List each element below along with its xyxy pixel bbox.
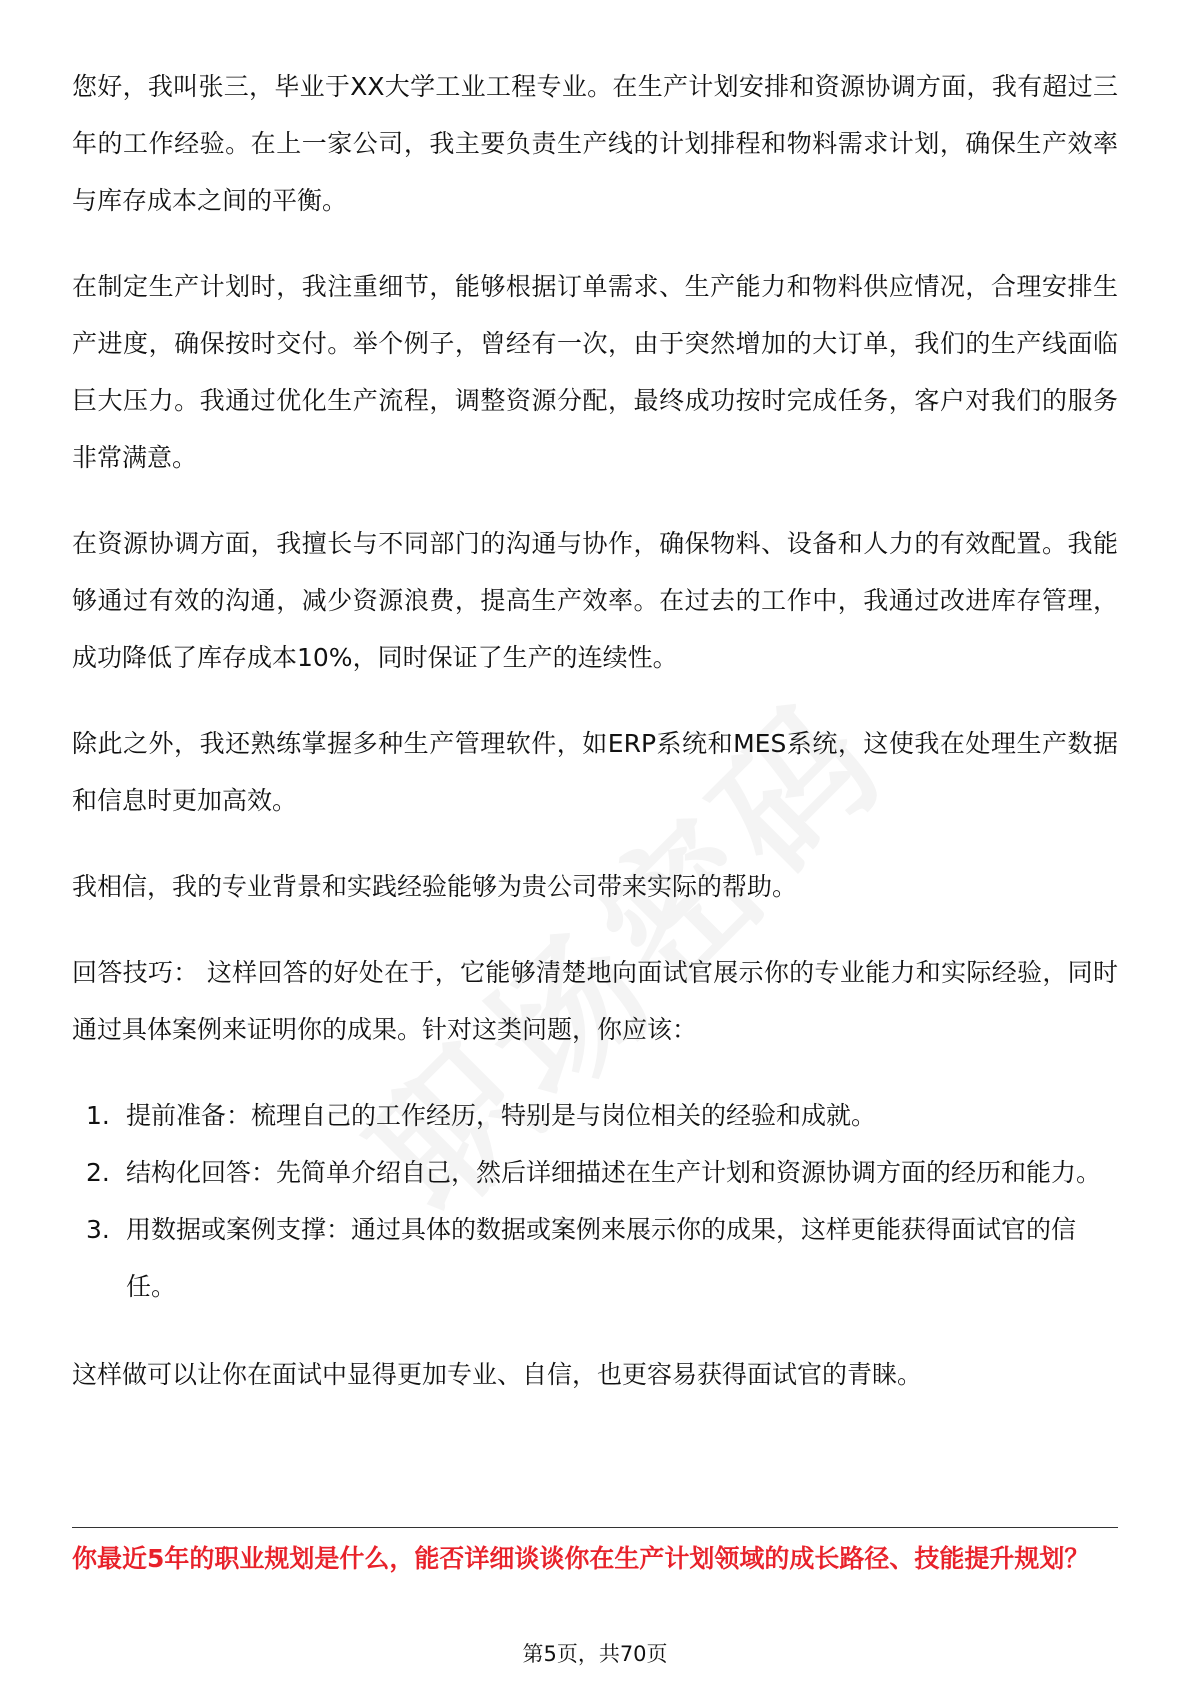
section-divider xyxy=(72,1527,1118,1528)
list-item-text: 用数据或案例支撑：通过具体的数据或案例来展示你的成果，这样更能获得面试官的信任。 xyxy=(126,1215,1077,1301)
answer-paragraph-resources: 在资源协调方面，我擅长与不同部门的沟通与协作，确保物料、设备和人力的有效配置。我能够通过有效的沟通，减少资源浪费，提高生产效率。在过去的工作中，我通过改进库存管理，成功降低了库存成本10%，同时保证了生产的连续性。 xyxy=(72,529,1118,672)
list-item xyxy=(72,1087,1118,1144)
list-item-text: 提前准备：梳理自己的工作经历，特别是与岗位相关的经验和成就。 xyxy=(126,1101,877,1130)
answer-paragraph-planning: 在制定生产计划时，我注重细节，能够根据订单需求、生产能力和物料供应情况，合理安排生产进度，确保按时交付。举个例子，曾经有一次，由于突然增加的大订单，我们的生产线面临巨大压力。我通过优化生产流程，调整资源分配，最终成功按时完成任务，客户对我们的服务非常满意。 xyxy=(72,272,1118,472)
answer-content xyxy=(72,58,1118,1432)
tips-list xyxy=(72,1087,1118,1315)
answer-tips-intro: 回答技巧： 这样回答的好处在于，它能够清楚地向面试官展示你的专业能力和实际经验，同时通过具体案例来证明你的成果。针对这类问题，你应该： xyxy=(72,958,1118,1044)
list-item-text: 结构化回答：先简单介绍自己，然后详细描述在生产计划和资源协调方面的经历和能力。 xyxy=(126,1158,1102,1187)
answer-paragraph-software: 除此之外，我还熟练掌握多种生产管理软件，如ERP系统和MES系统，这使我在处理生产数据和信息时更加高效。 xyxy=(72,729,1118,815)
list-item xyxy=(72,1144,1118,1201)
answer-paragraph-conclusion: 我相信，我的专业背景和实践经验能够为贵公司带来实际的帮助。 xyxy=(72,872,798,901)
list-item xyxy=(72,1201,1118,1315)
list-number: 2. xyxy=(86,1158,110,1187)
closing-paragraph: 这样做可以让你在面试中显得更加专业、自信，也更容易获得面试官的青睐。 xyxy=(72,1360,923,1389)
answer-paragraph-intro: 您好，我叫张三，毕业于XX大学工业工程专业。在生产计划安排和资源协调方面，我有超过三年的工作经验。在上一家公司，我主要负责生产线的计划排程和物料需求计划，确保生产效率与库存成本之间的平衡。 xyxy=(72,72,1118,215)
next-question-heading: 你最近5年的职业规划是什么，能否详细谈谈你在生产计划领域的成长路径、技能提升规划？ xyxy=(72,1544,1090,1573)
list-number: 1. xyxy=(86,1101,110,1130)
page-number-footer: 第5页，共70页 xyxy=(522,1642,668,1666)
list-number: 3. xyxy=(86,1215,110,1244)
